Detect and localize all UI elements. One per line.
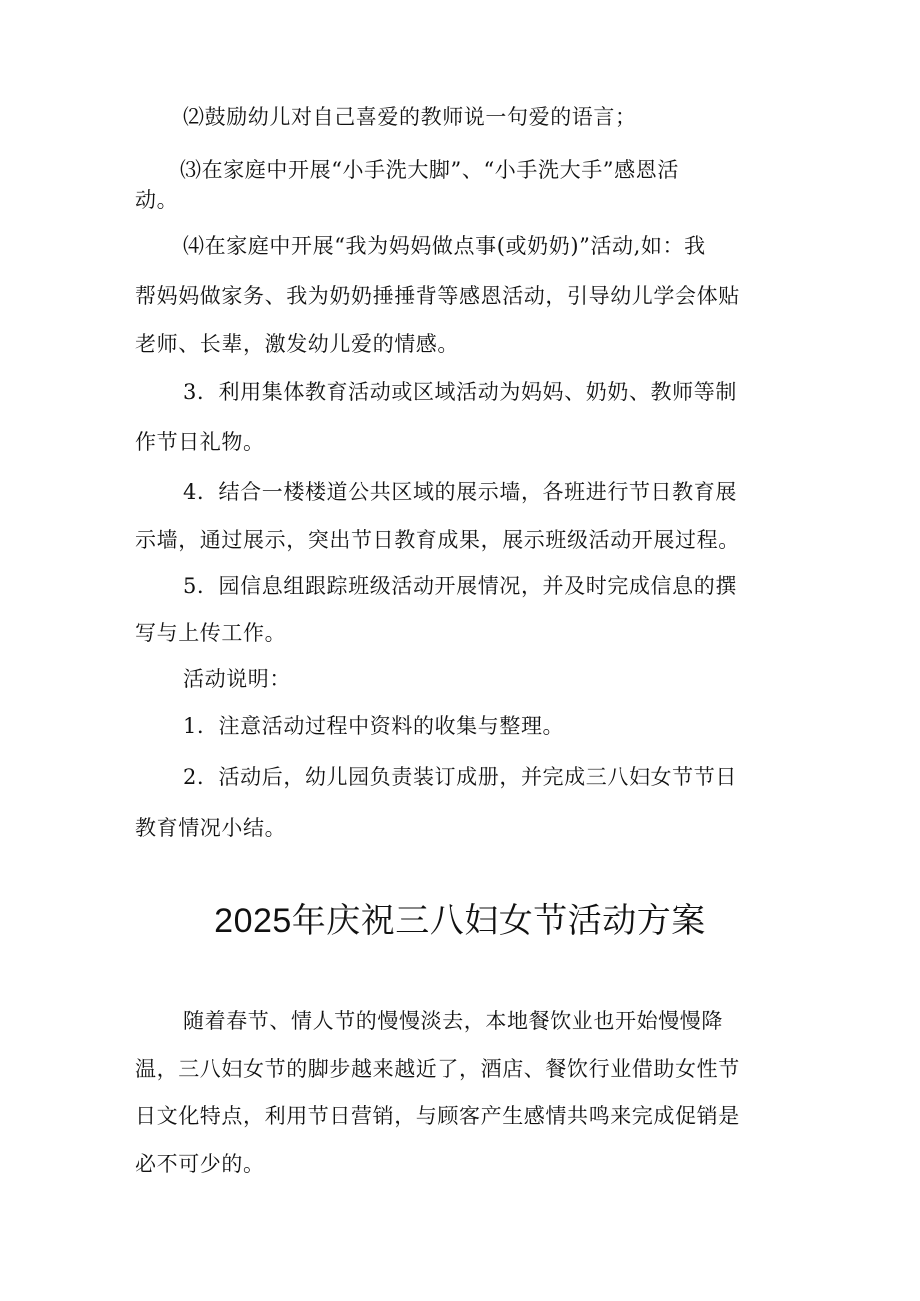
intro-line-3: 日文化特点，利用节日营销，与顾客产生感情共鸣来完成促销是 bbox=[135, 1104, 740, 1128]
intro-line-1: 随着春节、情人节的慢慢淡去，本地餐饮业也开始慢慢降 bbox=[183, 1009, 723, 1033]
list-item-4-line-3: 老师、长辈，激发幼儿爱的情感。 bbox=[135, 332, 459, 356]
list-item-3-line-1: ⑶在家庭中开展“小手洗大脚”、“小手洗大手”感恩活 bbox=[180, 158, 679, 182]
point-3-line-2: 作节日礼物。 bbox=[135, 430, 265, 454]
document-title: 2025年庆祝三八妇女节活动方案 bbox=[214, 902, 706, 940]
intro-line-4: 必不可少的。 bbox=[135, 1152, 265, 1176]
list-item-4-line-1: ⑷在家庭中开展“我为妈妈做点事(或奶奶)”活动,如：我 bbox=[183, 234, 706, 258]
point-3-line-1: 3．利用集体教育活动或区域活动为妈妈、奶奶、教师等制 bbox=[183, 380, 737, 404]
point-5-line-1: 5．园信息组跟踪班级活动开展情况，并及时完成信息的撰 bbox=[183, 574, 737, 598]
list-item-4-line-2: 帮妈妈做家务、我为奶奶捶捶背等感恩活动，引导幼儿学会体贴 bbox=[135, 284, 740, 308]
list-item-2: ⑵鼓励幼儿对自己喜爱的教师说一句爱的语言； bbox=[183, 105, 637, 129]
point-5-line-2: 写与上传工作。 bbox=[135, 621, 287, 645]
note-2-line-1: 2．活动后，幼儿园负责装订成册，并完成三八妇女节节日 bbox=[183, 765, 737, 789]
intro-line-2: 温，三八妇女节的脚步越来越近了，酒店、餐饮行业借助女性节 bbox=[135, 1057, 740, 1081]
list-item-3-line-2: 动。 bbox=[135, 188, 179, 212]
note-2-line-2: 教育情况小结。 bbox=[135, 816, 287, 840]
point-4-line-1: 4．结合一楼楼道公共区域的展示墙，各班进行节日教育展 bbox=[183, 480, 737, 504]
point-4-line-2: 示墙，通过展示，突出节日教育成果，展示班级活动开展过程。 bbox=[135, 528, 740, 552]
notes-heading: 活动说明： bbox=[183, 667, 291, 691]
note-1: 1．注意活动过程中资料的收集与整理。 bbox=[183, 714, 565, 738]
